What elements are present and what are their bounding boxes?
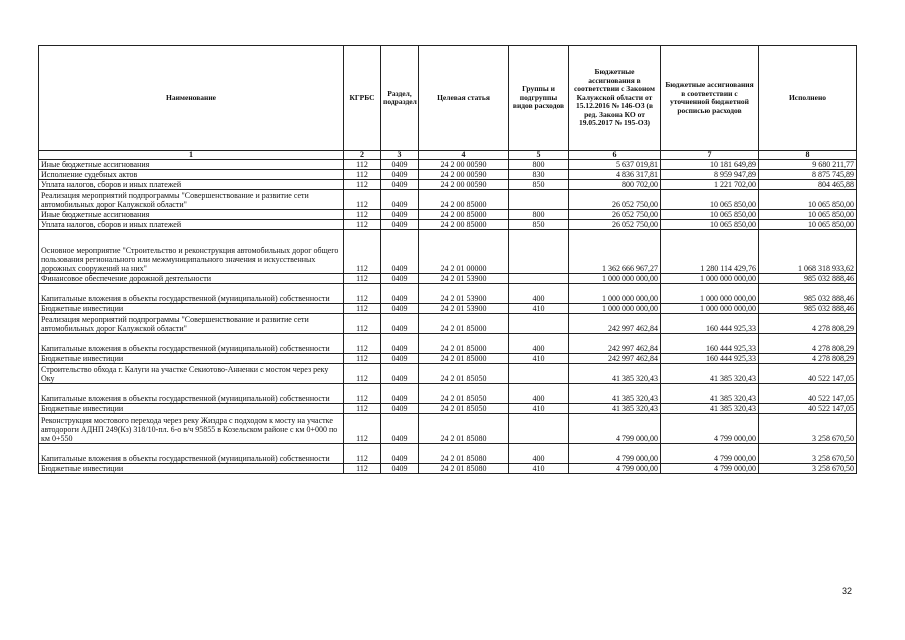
row-executed: 40 522 147,05: [759, 404, 857, 414]
row-kgrbs: 112: [344, 314, 381, 334]
row-plan-appropriation: 1 221 702,00: [661, 180, 759, 190]
row-target-article: 24 2 01 53900: [419, 304, 509, 314]
header-row: [39, 46, 857, 151]
row-section: 0409: [381, 334, 419, 354]
row-executed: 40 522 147,05: [759, 364, 857, 384]
column-number: 2: [344, 151, 381, 160]
row-kgrbs: 112: [344, 464, 381, 474]
row-kgrbs: 112: [344, 404, 381, 414]
row-target-article: 24 2 01 85050: [419, 384, 509, 404]
row-name: Капитальные вложения в объекты государственной (муниципальной) собственности: [39, 444, 344, 464]
row-section: 0409: [381, 354, 419, 364]
table-row: [39, 384, 857, 404]
row-section: 0409: [381, 444, 419, 464]
table-row: [39, 404, 857, 414]
table-row: [39, 230, 857, 274]
row-kgrbs: 112: [344, 210, 381, 220]
table-row: [39, 274, 857, 284]
row-target-article: 24 2 01 85000: [419, 314, 509, 334]
column-number: 8: [759, 151, 857, 160]
row-expense-group: 800: [509, 210, 569, 220]
row-expense-group: 410: [509, 304, 569, 314]
row-section: 0409: [381, 190, 419, 210]
row-target-article: 24 2 00 00590: [419, 170, 509, 180]
row-kgrbs: 112: [344, 220, 381, 230]
row-name: Иные бюджетные ассигнования: [39, 160, 344, 170]
row-kgrbs: 112: [344, 274, 381, 284]
row-law-appropriation: 41 385 320,43: [569, 364, 661, 384]
row-name: Исполнение судебных актов: [39, 170, 344, 180]
row-kgrbs: 112: [344, 384, 381, 404]
table-row: [39, 314, 857, 334]
row-target-article: 24 2 01 85080: [419, 464, 509, 474]
row-section: 0409: [381, 160, 419, 170]
row-expense-group: 850: [509, 180, 569, 190]
row-law-appropriation: 4 799 000,00: [569, 444, 661, 464]
row-expense-group: [509, 364, 569, 384]
row-plan-appropriation: 1 000 000 000,00: [661, 304, 759, 314]
row-kgrbs: 112: [344, 284, 381, 304]
row-expense-group: 410: [509, 464, 569, 474]
column-number: 6: [569, 151, 661, 160]
table-row: [39, 354, 857, 364]
row-kgrbs: 112: [344, 444, 381, 464]
row-expense-group: 800: [509, 160, 569, 170]
table-row: [39, 414, 857, 444]
row-kgrbs: 112: [344, 180, 381, 190]
row-executed: 9 680 211,77: [759, 160, 857, 170]
row-name: Уплата налогов, сборов и иных платежей: [39, 220, 344, 230]
row-kgrbs: 112: [344, 364, 381, 384]
row-target-article: 24 2 01 53900: [419, 274, 509, 284]
row-name: Капитальные вложения в объекты государственной (муниципальной) собственности: [39, 384, 344, 404]
row-target-article: 24 2 00 85000: [419, 220, 509, 230]
table-body: [39, 160, 857, 474]
page-number: 32: [842, 586, 853, 596]
row-law-appropriation: 41 385 320,43: [569, 384, 661, 404]
row-executed: 3 258 670,50: [759, 444, 857, 464]
column-number-row: [39, 151, 857, 160]
row-section: 0409: [381, 414, 419, 444]
row-section: 0409: [381, 384, 419, 404]
row-law-appropriation: 1 000 000 000,00: [569, 274, 661, 284]
row-section: 0409: [381, 404, 419, 414]
row-section: 0409: [381, 364, 419, 384]
row-law-appropriation: 1 000 000 000,00: [569, 304, 661, 314]
row-expense-group: 410: [509, 404, 569, 414]
row-section: 0409: [381, 314, 419, 334]
row-expense-group: 400: [509, 384, 569, 404]
row-name: Реализация мероприятий подпрограммы "Совершенствование и развитие сети автомобильных дорог Калужской области": [39, 314, 344, 334]
header-kgrbs: КГРБС: [344, 46, 381, 151]
row-kgrbs: 112: [344, 190, 381, 210]
row-executed: 4 278 808,29: [759, 354, 857, 364]
row-section: 0409: [381, 230, 419, 274]
row-kgrbs: 112: [344, 304, 381, 314]
row-law-appropriation: 26 052 750,00: [569, 220, 661, 230]
row-plan-appropriation: 10 181 649,89: [661, 160, 759, 170]
row-target-article: 24 2 00 85000: [419, 210, 509, 220]
row-law-appropriation: 242 997 462,84: [569, 334, 661, 354]
row-executed: 10 065 850,00: [759, 210, 857, 220]
row-executed: 985 032 888,46: [759, 304, 857, 314]
column-number: 7: [661, 151, 759, 160]
row-target-article: 24 2 01 53900: [419, 284, 509, 304]
row-executed: 3 258 670,50: [759, 464, 857, 474]
row-target-article: 24 2 00 85000: [419, 190, 509, 210]
header-plan-appropriations: Бюджетные ассигнования в соответствии с уточненной бюджетной росписью расходов: [661, 46, 759, 151]
row-section: 0409: [381, 464, 419, 474]
row-plan-appropriation: 41 385 320,43: [661, 384, 759, 404]
table-row: [39, 210, 857, 220]
row-plan-appropriation: 160 444 925,33: [661, 354, 759, 364]
row-expense-group: [509, 414, 569, 444]
table-row: [39, 304, 857, 314]
row-expense-group: 410: [509, 354, 569, 364]
row-section: 0409: [381, 274, 419, 284]
row-plan-appropriation: 1 280 114 429,76: [661, 230, 759, 274]
row-name: Реализация мероприятий подпрограммы "Совершенствование и развитие сети автомобильных дорог Калужской области": [39, 190, 344, 210]
table-row: [39, 444, 857, 464]
row-name: Бюджетные инвестиции: [39, 404, 344, 414]
row-expense-group: 830: [509, 170, 569, 180]
table-row: [39, 220, 857, 230]
row-target-article: 24 2 01 85050: [419, 364, 509, 384]
row-law-appropriation: 800 702,00: [569, 180, 661, 190]
row-executed: 1 068 318 933,62: [759, 230, 857, 274]
row-kgrbs: 112: [344, 170, 381, 180]
header-law-appropriations: Бюджетные ассигнования в соответствии с Законом Калужской области от 15.12.2016 № 146-ОЗ (в ред. Закона КО от 19.05.2017 № 195-ОЗ): [569, 46, 661, 151]
row-law-appropriation: 4 836 317,81: [569, 170, 661, 180]
row-expense-group: 400: [509, 284, 569, 304]
table-row: [39, 170, 857, 180]
row-law-appropriation: 4 799 000,00: [569, 464, 661, 474]
column-number: 1: [39, 151, 344, 160]
row-expense-group: 850: [509, 220, 569, 230]
row-expense-group: [509, 314, 569, 334]
row-plan-appropriation: 41 385 320,43: [661, 364, 759, 384]
row-executed: 10 065 850,00: [759, 220, 857, 230]
row-plan-appropriation: 160 444 925,33: [661, 314, 759, 334]
table-row: [39, 180, 857, 190]
row-target-article: 24 2 00 00590: [419, 160, 509, 170]
table-row: [39, 464, 857, 474]
row-section: 0409: [381, 284, 419, 304]
row-target-article: 24 2 01 85000: [419, 354, 509, 364]
row-executed: 3 258 670,50: [759, 414, 857, 444]
header-target: Целевая статья: [419, 46, 509, 151]
header-name: Наименование: [39, 46, 344, 151]
row-section: 0409: [381, 304, 419, 314]
row-plan-appropriation: 4 799 000,00: [661, 444, 759, 464]
table-row: [39, 190, 857, 210]
row-name: Реконструкция мостового перехода через реку Жиздра с подходом к мосту на участке автодороги АДНП 249(Кз) 318/10-пл. 6-о в/ч 95855 в Козельском районе с км 0+000 по км 0+550: [39, 414, 344, 444]
row-law-appropriation: 242 997 462,84: [569, 354, 661, 364]
row-plan-appropriation: 10 065 850,00: [661, 210, 759, 220]
row-section: 0409: [381, 180, 419, 190]
row-expense-group: [509, 230, 569, 274]
column-number: 3: [381, 151, 419, 160]
table-row: [39, 364, 857, 384]
row-kgrbs: 112: [344, 354, 381, 364]
row-name: Основное мероприятие "Строительство и реконструкция автомобильных дорог общего пользования регионального или межмуниципального значения и искусственных дорожных сооружений на них": [39, 230, 344, 274]
row-name: Уплата налогов, сборов и иных платежей: [39, 180, 344, 190]
row-section: 0409: [381, 170, 419, 180]
row-expense-group: 400: [509, 444, 569, 464]
budget-table: [38, 45, 857, 474]
row-law-appropriation: 242 997 462,84: [569, 314, 661, 334]
row-kgrbs: 112: [344, 334, 381, 354]
row-law-appropriation: 1 000 000 000,00: [569, 284, 661, 304]
row-plan-appropriation: 4 799 000,00: [661, 414, 759, 444]
row-executed: 985 032 888,46: [759, 274, 857, 284]
row-section: 0409: [381, 220, 419, 230]
row-section: 0409: [381, 210, 419, 220]
row-law-appropriation: 1 362 666 967,27: [569, 230, 661, 274]
row-plan-appropriation: 1 000 000 000,00: [661, 274, 759, 284]
row-name: Бюджетные инвестиции: [39, 304, 344, 314]
row-law-appropriation: 4 799 000,00: [569, 414, 661, 444]
table-row: [39, 160, 857, 170]
row-plan-appropriation: 8 959 947,89: [661, 170, 759, 180]
row-name: Иные бюджетные ассигнования: [39, 210, 344, 220]
row-target-article: 24 2 01 85080: [419, 444, 509, 464]
header-section: Раздел, подраздел: [381, 46, 419, 151]
row-law-appropriation: 41 385 320,43: [569, 404, 661, 414]
row-target-article: 24 2 01 00000: [419, 230, 509, 274]
column-number: 5: [509, 151, 569, 160]
row-executed: 40 522 147,05: [759, 384, 857, 404]
row-name: Капитальные вложения в объекты государственной (муниципальной) собственности: [39, 284, 344, 304]
row-plan-appropriation: 4 799 000,00: [661, 464, 759, 474]
row-name: Капитальные вложения в объекты государственной (муниципальной) собственности: [39, 334, 344, 354]
row-target-article: 24 2 01 85000: [419, 334, 509, 354]
row-name: Строительство обхода г. Калуги на участке Секиотово-Анненки с мостом через реку Оку: [39, 364, 344, 384]
row-executed: 804 465,88: [759, 180, 857, 190]
row-plan-appropriation: 10 065 850,00: [661, 190, 759, 210]
row-name: Бюджетные инвестиции: [39, 354, 344, 364]
header-executed: Исполнено: [759, 46, 857, 151]
row-plan-appropriation: 1 000 000 000,00: [661, 284, 759, 304]
row-expense-group: [509, 190, 569, 210]
row-law-appropriation: 5 637 019,81: [569, 160, 661, 170]
row-name: Финансовое обеспечение дорожной деятельности: [39, 274, 344, 284]
row-executed: 10 065 850,00: [759, 190, 857, 210]
row-target-article: 24 2 01 85050: [419, 404, 509, 414]
row-kgrbs: 112: [344, 160, 381, 170]
row-target-article: 24 2 00 00590: [419, 180, 509, 190]
row-executed: 985 032 888,46: [759, 284, 857, 304]
row-kgrbs: 112: [344, 414, 381, 444]
row-law-appropriation: 26 052 750,00: [569, 190, 661, 210]
row-name: Бюджетные инвестиции: [39, 464, 344, 474]
row-target-article: 24 2 01 85080: [419, 414, 509, 444]
row-plan-appropriation: 41 385 320,43: [661, 404, 759, 414]
row-expense-group: [509, 274, 569, 284]
column-number: 4: [419, 151, 509, 160]
row-plan-appropriation: 160 444 925,33: [661, 334, 759, 354]
table-row: [39, 284, 857, 304]
budget-table-container: [38, 45, 856, 474]
row-executed: 8 875 745,89: [759, 170, 857, 180]
row-law-appropriation: 26 052 750,00: [569, 210, 661, 220]
row-kgrbs: 112: [344, 230, 381, 274]
row-plan-appropriation: 10 065 850,00: [661, 220, 759, 230]
row-expense-group: 400: [509, 334, 569, 354]
header-group: Группы и подгруппы видов расходов: [509, 46, 569, 151]
row-executed: 4 278 808,29: [759, 334, 857, 354]
table-row: [39, 334, 857, 354]
row-executed: 4 278 808,29: [759, 314, 857, 334]
